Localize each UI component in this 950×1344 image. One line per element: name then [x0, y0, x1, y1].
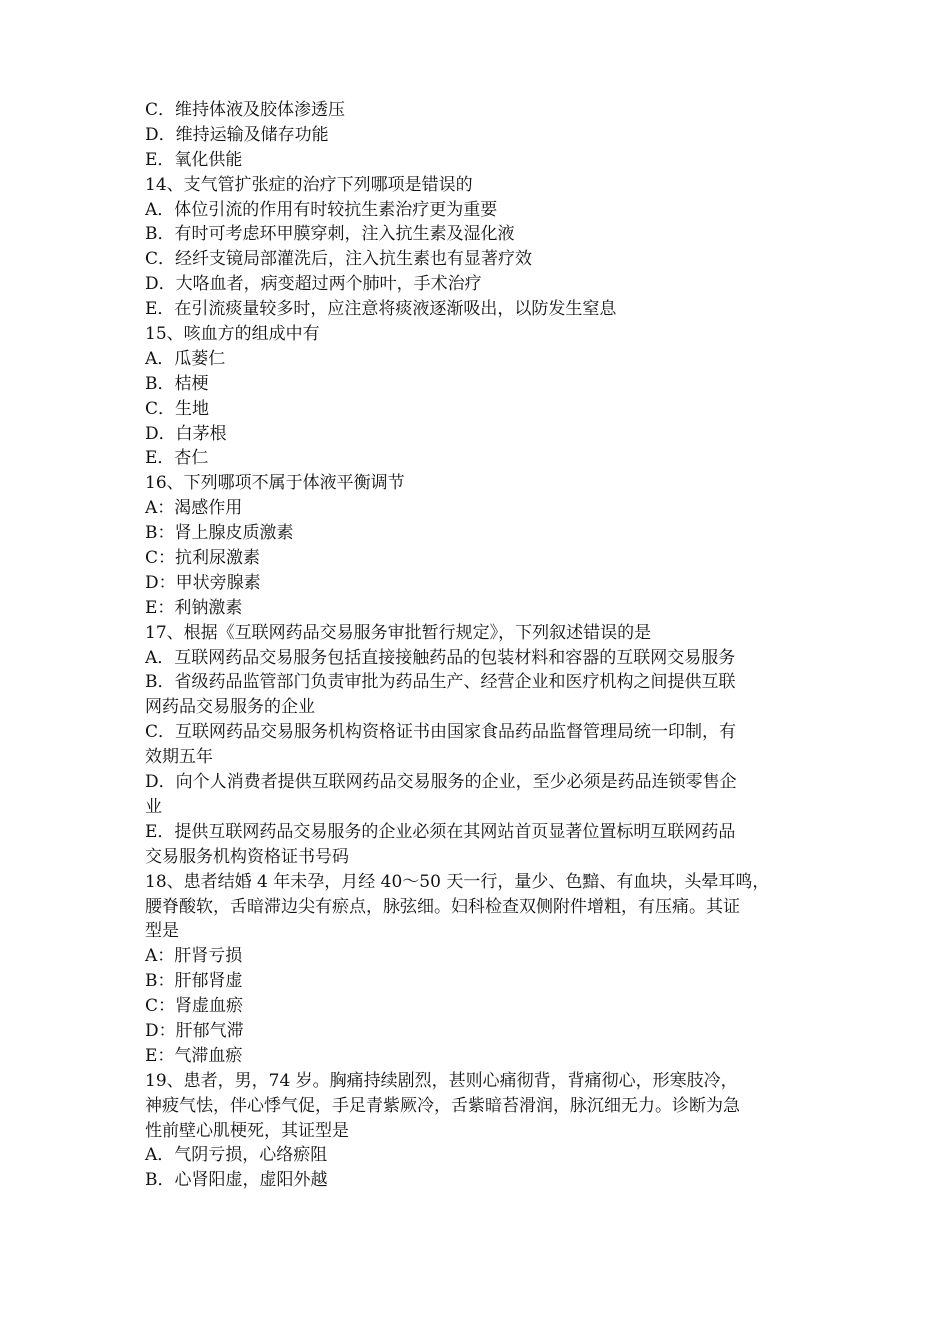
text-line: 网药品交易服务的企业 [145, 697, 315, 718]
text-line: D：甲状旁腺素 [145, 572, 261, 593]
text-line: 性前壁心肌梗死，其证型是 [145, 1120, 349, 1141]
document-body [145, 98, 815, 1193]
text-line: 业 [145, 796, 162, 817]
text-line: A．气阴亏损，心络瘀阻 [145, 1145, 328, 1166]
text-line: D．维持运输及储存功能 [145, 124, 329, 145]
text-line: 效期五年 [145, 747, 213, 768]
text-line: A．瓜蒌仁 [145, 348, 226, 369]
text-line: E．氧化供能 [145, 149, 243, 170]
text-line: 型是 [145, 921, 179, 942]
text-line: B．有时可考虑环甲膜穿刺，注入抗生素及湿化液 [145, 224, 515, 245]
text-line: C．互联网药品交易服务机构资格证书由国家食品药品监督管理局统一印制，有 [145, 722, 737, 743]
text-line: 交易服务机构资格证书号码 [145, 846, 349, 867]
text-line: C：抗利尿激素 [145, 548, 261, 569]
text-line: 14、支气管扩张症的治疗下列哪项是错误的 [145, 174, 473, 195]
text-line: C．经纤支镜局部灌洗后，注入抗生素也有显著疗效 [145, 249, 533, 270]
text-line: E：利钠激素 [145, 597, 243, 618]
text-line: 16、下列哪项不属于体液平衡调节 [145, 473, 405, 494]
text-line: A．互联网药品交易服务包括直接接触药品的包装材料和容器的互联网交易服务 [145, 647, 736, 668]
text-line: B．桔梗 [145, 373, 209, 394]
text-line: 腰脊酸软，舌暗滞边尖有瘀点，脉弦细。妇科检查双侧附件增粗，有压痛。其证 [145, 896, 740, 917]
text-line: C．维持体液及胶体渗透压 [145, 100, 346, 120]
text-line: D．向个人消费者提供互联网药品交易服务的企业，至少必须是药品连锁零售企 [145, 772, 737, 793]
text-line: 15、咳血方的组成中有 [145, 324, 320, 345]
text-line: E．杏仁 [145, 448, 209, 469]
text-line: D．大咯血者，病变超过两个肺叶，手术治疗 [145, 274, 482, 295]
text-line: 19、患者，男，74 岁。胸痛持续剧烈，甚则心痛彻背，背痛彻心，形寒肢冷， [145, 1070, 738, 1091]
text-line: E：气滞血瘀 [145, 1045, 243, 1066]
text-line: B．心肾阳虚，虚阳外越 [145, 1170, 328, 1191]
text-line: E．提供互联网药品交易服务的企业必须在其网站首页显著位置标明互联网药品 [145, 821, 736, 842]
text-line: 神疲气怯，伴心悸气促，手足青紫厥冷，舌紫暗苔滑润，脉沉细无力。诊断为急 [145, 1095, 740, 1116]
text-line: A．体位引流的作用有时较抗生素治疗更为重要 [145, 199, 498, 220]
text-line: C．生地 [145, 398, 210, 419]
text-line: B：肾上腺皮质激素 [145, 523, 294, 544]
text-line: A：渴感作用 [145, 498, 243, 519]
text-line: B．省级药品监管部门负责审批为药品生产、经营企业和医疗机构之间提供互联 [145, 672, 736, 693]
text-line: B：肝郁肾虚 [145, 971, 243, 992]
text-line: C：肾虚血瘀 [145, 996, 244, 1017]
text-line: A：肝肾亏损 [145, 946, 243, 967]
text-line: D．白茅根 [145, 423, 227, 444]
text-line: D：肝郁气滞 [145, 1020, 244, 1041]
text-line: E．在引流痰量较多时，应注意将痰液逐渐吸出，以防发生窒息 [145, 299, 617, 320]
text-line: 18、患者结婚 4 年未孕，月经 40～50 天一行，量少、色黯、有血块，头晕耳鸣， [145, 871, 770, 892]
text-line: 17、根据《互联网药品交易服务审批暂行规定》，下列叙述错误的是 [145, 622, 652, 643]
